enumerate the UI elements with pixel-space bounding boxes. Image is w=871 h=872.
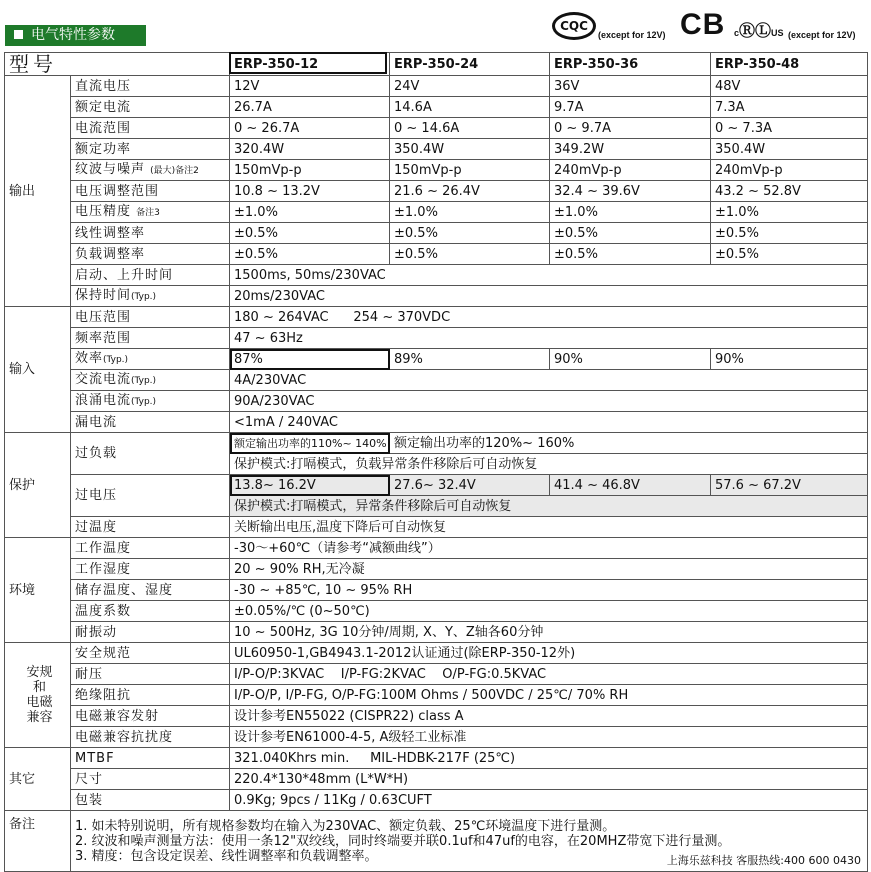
cell: 90% bbox=[711, 349, 868, 370]
cell: 48V bbox=[711, 76, 868, 97]
row-label: 尺寸 bbox=[71, 769, 230, 790]
notes-cell bbox=[71, 811, 868, 872]
cell: ±1.0% bbox=[230, 202, 390, 223]
table-row bbox=[5, 244, 868, 265]
cell: I/P-O/P:3KVAC I/P-FG:2KVAC O/P-FG:0.5KVAC bbox=[230, 664, 868, 685]
note-2: 2. 纹波和噪声测量方法：使用一条12"双绞线，同时终端要并联0.1uf和47uf的电容，在20MHZ带宽下进行量测。 bbox=[75, 833, 731, 849]
cell: 26.7A bbox=[230, 97, 390, 118]
model-3: ERP-350-36 bbox=[550, 53, 711, 76]
cell: 保护模式:打嗝模式，异常条件移除后可自动恢复 bbox=[230, 496, 868, 517]
cell: 21.6 ~ 26.4V bbox=[390, 181, 550, 202]
cell: 0 ~ 26.7A bbox=[230, 118, 390, 139]
model-2: ERP-350-24 bbox=[390, 53, 550, 76]
cell: 10 ~ 500Hz, 3G 10分钟/周期, X、Y、Z轴各60分钟 bbox=[230, 622, 868, 643]
table-row bbox=[5, 265, 868, 286]
row-label: 负载调整率 bbox=[71, 244, 230, 265]
table-row bbox=[5, 706, 868, 727]
model-label: 型号 bbox=[5, 53, 230, 76]
row-label: 启动、上升时间 bbox=[71, 265, 230, 286]
cell: 7.3A bbox=[711, 97, 868, 118]
table-row bbox=[5, 160, 868, 181]
cell: I/P-O/P, I/P-FG, O/P-FG:100M Ohms / 500VDC / 25℃/ 70% RH bbox=[230, 685, 868, 706]
cell: 关断输出电压,温度下降后可自动恢复 bbox=[230, 517, 868, 538]
cell: 10.8 ~ 13.2V bbox=[230, 181, 390, 202]
cell: 0 ~ 7.3A bbox=[711, 118, 868, 139]
cell: 89% bbox=[390, 349, 550, 370]
row-label: 效率(Typ.) bbox=[71, 349, 230, 370]
row-label: 直流电压 bbox=[71, 76, 230, 97]
cell: 1500ms, 50ms/230VAC bbox=[230, 265, 868, 286]
cell: 150mVp-p bbox=[390, 160, 550, 181]
table-row bbox=[5, 118, 868, 139]
cell: 90% bbox=[550, 349, 711, 370]
cell: 240mVp-p bbox=[711, 160, 868, 181]
cqc-logo: CQC bbox=[552, 12, 596, 40]
cell: 额定输出功率的120%~ 160% bbox=[390, 433, 868, 454]
cell: 87% bbox=[230, 349, 390, 370]
table-row bbox=[5, 349, 868, 370]
row-label: 交流电流(Typ.) bbox=[71, 370, 230, 391]
row-label: MTBF bbox=[71, 748, 230, 769]
cell: ±1.0% bbox=[711, 202, 868, 223]
table-row bbox=[5, 727, 868, 748]
cell: ±0.5% bbox=[390, 223, 550, 244]
category-safety-emc: 安规 和 电磁 兼容 bbox=[5, 643, 71, 748]
cell: 设计参考EN61000-4-5, A级轻工业标准 bbox=[230, 727, 868, 748]
table-row bbox=[5, 538, 868, 559]
table-row bbox=[5, 391, 868, 412]
section-header bbox=[5, 25, 146, 46]
table-row bbox=[5, 559, 868, 580]
table-row bbox=[5, 685, 868, 706]
row-label: 耐振动 bbox=[71, 622, 230, 643]
cell: 321.040Khrs min. MIL-HDBK-217F (25℃) bbox=[230, 748, 868, 769]
cell: 0 ~ 14.6A bbox=[390, 118, 550, 139]
row-label: 电压调整范围 bbox=[71, 181, 230, 202]
notes-row bbox=[5, 811, 868, 872]
model-1: ERP-350-12 bbox=[230, 53, 390, 76]
cell: 32.4 ~ 39.6V bbox=[550, 181, 711, 202]
cell: ±1.0% bbox=[390, 202, 550, 223]
cell: 4A/230VAC bbox=[230, 370, 868, 391]
row-label: 绝缘阻抗 bbox=[71, 685, 230, 706]
cell: 90A/230VAC bbox=[230, 391, 868, 412]
certification-logos bbox=[552, 10, 867, 46]
model-row bbox=[5, 53, 868, 76]
spec-table bbox=[4, 52, 868, 872]
table-row bbox=[5, 328, 868, 349]
row-label: 电压精度 备注3 bbox=[71, 202, 230, 223]
cell: 350.4W bbox=[711, 139, 868, 160]
row-label: 保持时间(Typ.) bbox=[71, 286, 230, 307]
cell: 57.6 ~ 67.2V bbox=[711, 475, 868, 496]
cell: -30～+60℃（请参考“减额曲线”） bbox=[230, 538, 868, 559]
model-4: ERP-350-48 bbox=[711, 53, 868, 76]
cell: ±0.5% bbox=[390, 244, 550, 265]
cell: 0 ~ 9.7A bbox=[550, 118, 711, 139]
cell: 13.8~ 16.2V bbox=[230, 475, 390, 496]
row-label: 额定功率 bbox=[71, 139, 230, 160]
cell: -30 ~ +85℃, 10 ~ 95% RH bbox=[230, 580, 868, 601]
row-label: 工作湿度 bbox=[71, 559, 230, 580]
row-label: 线性调整率 bbox=[71, 223, 230, 244]
row-label: 电流范围 bbox=[71, 118, 230, 139]
table-row bbox=[5, 139, 868, 160]
row-label: 安全规范 bbox=[71, 643, 230, 664]
row-label: 过温度 bbox=[71, 517, 230, 538]
cell: 设计参考EN55022 (CISPR22) class A bbox=[230, 706, 868, 727]
cell: 349.2W bbox=[550, 139, 711, 160]
row-label: 包装 bbox=[71, 790, 230, 811]
cell: 320.4W bbox=[230, 139, 390, 160]
row-label: 电压范围 bbox=[71, 307, 230, 328]
table-row bbox=[5, 223, 868, 244]
cell: 9.7A bbox=[550, 97, 711, 118]
cell: ±0.05%/℃ (0~50℃) bbox=[230, 601, 868, 622]
cell: 12V bbox=[230, 76, 390, 97]
category-others: 其它 bbox=[5, 748, 71, 811]
row-label: 频率范围 bbox=[71, 328, 230, 349]
row-label: 过电压 bbox=[71, 475, 230, 517]
cell: 180 ~ 264VAC 254 ~ 370VDC bbox=[230, 307, 868, 328]
table-row bbox=[5, 475, 868, 496]
row-label: 储存温度、湿度 bbox=[71, 580, 230, 601]
cell: ±0.5% bbox=[230, 223, 390, 244]
category-environment: 环境 bbox=[5, 538, 71, 643]
table-row bbox=[5, 517, 868, 538]
cell: 额定输出功率的110%~ 140% bbox=[230, 433, 390, 454]
cell: ±0.5% bbox=[550, 223, 711, 244]
cell: 0.9Kg; 9pcs / 11Kg / 0.63CUFT bbox=[230, 790, 868, 811]
table-row bbox=[5, 622, 868, 643]
row-label: 过负载 bbox=[71, 433, 230, 475]
table-row bbox=[5, 433, 868, 454]
cell: ±1.0% bbox=[550, 202, 711, 223]
table-row bbox=[5, 790, 868, 811]
note-3: 3. 精度：包含设定误差、线性调整率和负载调整率。 bbox=[75, 848, 378, 864]
row-label: 漏电流 bbox=[71, 412, 230, 433]
cell: 27.6~ 32.4V bbox=[390, 475, 550, 496]
row-label: 电磁兼容抗扰度 bbox=[71, 727, 230, 748]
cell: <1mA / 240VAC bbox=[230, 412, 868, 433]
cell: 20 ~ 90% RH,无冷凝 bbox=[230, 559, 868, 580]
cell: 36V bbox=[550, 76, 711, 97]
category-protection: 保护 bbox=[5, 433, 71, 538]
cell: UL60950-1,GB4943.1-2012认证通过(除ERP-350-12外) bbox=[230, 643, 868, 664]
row-label: 电磁兼容发射 bbox=[71, 706, 230, 727]
table-row bbox=[5, 307, 868, 328]
square-icon bbox=[14, 30, 23, 39]
category-input: 输入 bbox=[5, 307, 71, 433]
row-label: 温度系数 bbox=[71, 601, 230, 622]
ul-note: (except for 12V) bbox=[788, 30, 856, 40]
table-row bbox=[5, 580, 868, 601]
row-label: 工作温度 bbox=[71, 538, 230, 559]
table-row bbox=[5, 181, 868, 202]
section-title: 电气特性参数 bbox=[31, 27, 115, 43]
cell: 14.6A bbox=[390, 97, 550, 118]
cell: 240mVp-p bbox=[550, 160, 711, 181]
cell: ±0.5% bbox=[711, 223, 868, 244]
cell: 150mVp-p bbox=[230, 160, 390, 181]
cell: ±0.5% bbox=[550, 244, 711, 265]
cell: 350.4W bbox=[390, 139, 550, 160]
cell: 43.2 ~ 52.8V bbox=[711, 181, 868, 202]
cqc-note: (except for 12V) bbox=[598, 30, 666, 40]
table-row bbox=[5, 601, 868, 622]
note-1: 1. 如未特别说明，所有规格参数均在输入为230VAC、额定负载、25℃环境温度下进行量测。 bbox=[75, 818, 616, 834]
table-row bbox=[5, 412, 868, 433]
category-output: 输出 bbox=[5, 76, 71, 307]
table-row bbox=[5, 97, 868, 118]
table-row bbox=[5, 370, 868, 391]
cell: 20ms/230VAC bbox=[230, 286, 868, 307]
cell: 24V bbox=[390, 76, 550, 97]
cell: 220.4*130*48mm (L*W*H) bbox=[230, 769, 868, 790]
row-label: 纹波与噪声 (最大)备注2 bbox=[71, 160, 230, 181]
row-label: 浪涌电流(Typ.) bbox=[71, 391, 230, 412]
cell: ±0.5% bbox=[230, 244, 390, 265]
cell: 47 ~ 63Hz bbox=[230, 328, 868, 349]
category-notes: 备注 bbox=[5, 811, 71, 872]
row-label: 耐压 bbox=[71, 664, 230, 685]
table-row bbox=[5, 202, 868, 223]
table-row bbox=[5, 748, 868, 769]
cell: 41.4 ~ 46.8V bbox=[550, 475, 711, 496]
row-label: 额定电流 bbox=[71, 97, 230, 118]
table-row bbox=[5, 769, 868, 790]
table-row bbox=[5, 643, 868, 664]
table-row bbox=[5, 286, 868, 307]
ul-logo: cⓇⓁUS bbox=[734, 23, 784, 40]
contact-hotline: 上海乐兹科技 客服热线:400 600 0430 bbox=[666, 854, 861, 867]
cell: 保护模式:打嗝模式，负载异常条件移除后可自动恢复 bbox=[230, 454, 868, 475]
cb-logo: CB bbox=[680, 8, 726, 41]
table-row bbox=[5, 76, 868, 97]
cell: ±0.5% bbox=[711, 244, 868, 265]
table-row bbox=[5, 664, 868, 685]
